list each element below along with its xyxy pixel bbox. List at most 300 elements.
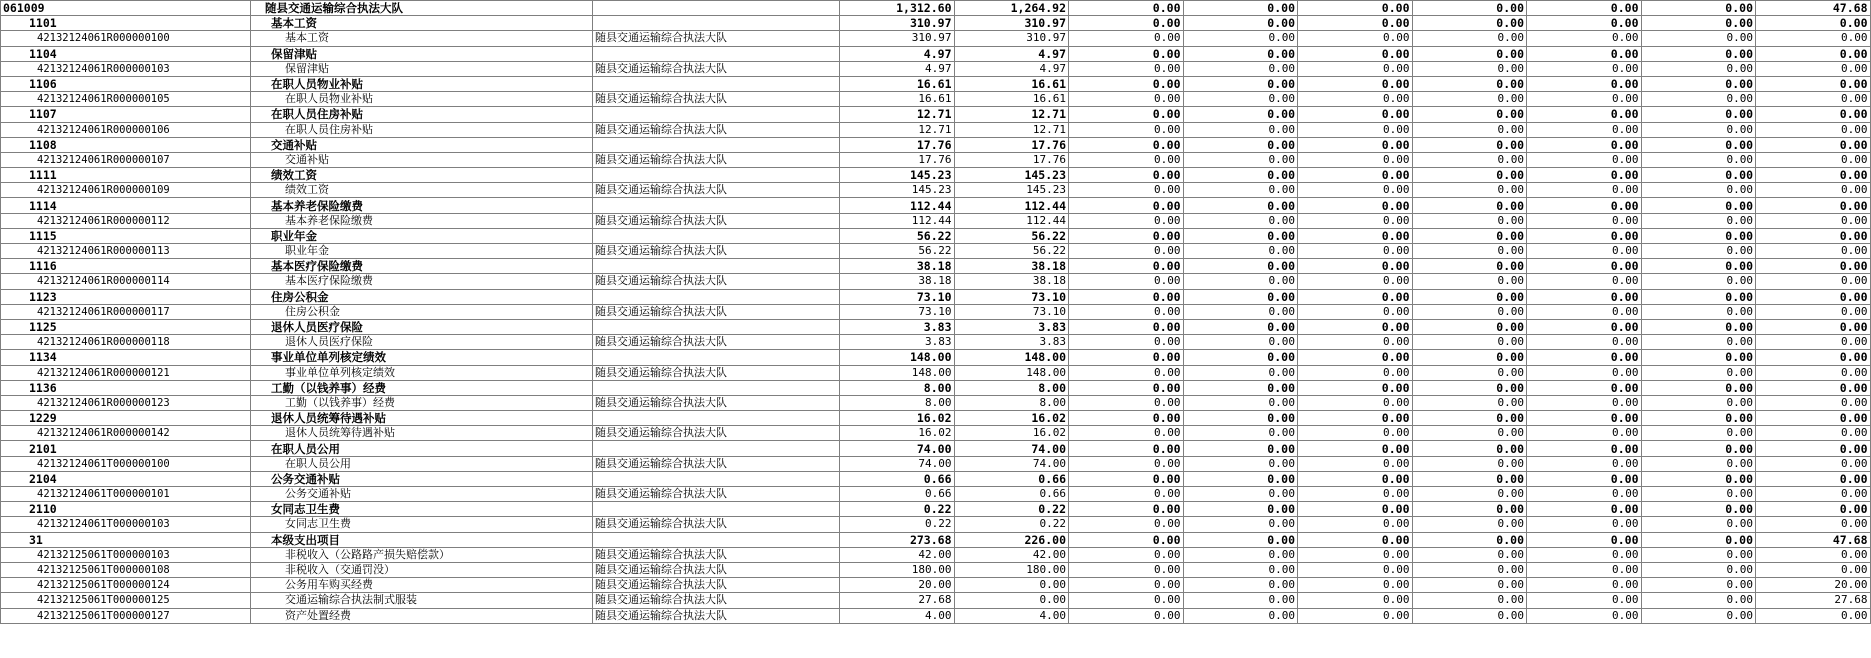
table-row-detail[interactable] xyxy=(1,61,1871,76)
row-amount-cell: 0.00 xyxy=(1412,122,1527,137)
row-amount-cell: 12.71 xyxy=(954,107,1069,122)
row-amount-cell: 4.00 xyxy=(840,608,955,623)
row-amount-cell: 145.23 xyxy=(954,183,1069,198)
row-unit-cell: 随县交通运输综合执法大队 xyxy=(593,61,840,76)
table-row-group[interactable] xyxy=(1,380,1871,395)
row-amount-cell: 0.00 xyxy=(1527,31,1642,46)
row-amount-cell: 0.00 xyxy=(1412,31,1527,46)
row-amount-cell: 0.00 xyxy=(1298,335,1413,350)
table-row-detail[interactable] xyxy=(1,608,1871,623)
row-amount-cell: 0.00 xyxy=(1412,365,1527,380)
row-amount-cell: 0.00 xyxy=(1527,456,1642,471)
row-amount-cell: 0.00 xyxy=(1641,244,1756,259)
row-amount-cell: 0.00 xyxy=(1183,365,1298,380)
row-amount-cell: 0.00 xyxy=(1527,46,1642,61)
row-amount-cell: 112.44 xyxy=(840,198,955,213)
row-amount-cell: 310.97 xyxy=(954,31,1069,46)
row-amount-cell: 0.00 xyxy=(1069,380,1184,395)
row-amount-cell: 0.00 xyxy=(1527,92,1642,107)
table-row-group[interactable] xyxy=(1,502,1871,517)
row-amount-cell: 0.00 xyxy=(1527,259,1642,274)
table-row-group[interactable] xyxy=(1,1,1871,16)
row-amount-cell: 38.18 xyxy=(954,274,1069,289)
row-amount-cell: 1,312.60 xyxy=(840,1,955,16)
table-row-group[interactable] xyxy=(1,228,1871,243)
row-amount-cell: 0.00 xyxy=(1183,137,1298,152)
row-amount-cell: 0.00 xyxy=(1412,289,1527,304)
row-code-cell: 42132125061T000000127 xyxy=(1,608,251,623)
table-row-detail[interactable] xyxy=(1,335,1871,350)
row-code-cell: 42132124061R000000117 xyxy=(1,304,251,319)
table-row-group[interactable] xyxy=(1,471,1871,486)
row-amount-cell: 112.44 xyxy=(954,198,1069,213)
row-amount-cell: 0.00 xyxy=(1527,213,1642,228)
row-amount-cell: 0.00 xyxy=(1183,426,1298,441)
row-amount-cell: 0.00 xyxy=(1412,61,1527,76)
row-unit-cell: 随县交通运输综合执法大队 xyxy=(593,122,840,137)
table-row-detail[interactable] xyxy=(1,395,1871,410)
row-amount-cell: 0.00 xyxy=(1183,61,1298,76)
row-amount-cell: 0.00 xyxy=(1069,31,1184,46)
row-amount-cell: 0.00 xyxy=(1298,61,1413,76)
row-amount-cell: 0.00 xyxy=(1527,411,1642,426)
row-amount-cell: 0.00 xyxy=(1641,456,1756,471)
row-amount-cell: 0.00 xyxy=(1183,244,1298,259)
row-amount-cell: 0.00 xyxy=(1527,244,1642,259)
row-amount-cell: 0.00 xyxy=(1412,456,1527,471)
row-unit-cell: 随县交通运输综合执法大队 xyxy=(593,244,840,259)
row-amount-cell: 0.00 xyxy=(1641,46,1756,61)
row-amount-cell: 0.00 xyxy=(1527,107,1642,122)
table-row-group[interactable] xyxy=(1,441,1871,456)
row-name-cell: 住房公积金 xyxy=(251,289,593,304)
row-amount-cell: 0.00 xyxy=(1183,608,1298,623)
row-amount-cell: 0.00 xyxy=(1069,274,1184,289)
row-name-cell: 基本医疗保险缴费 xyxy=(251,274,593,289)
row-unit-cell: 随县交通运输综合执法大队 xyxy=(593,365,840,380)
row-code-cell: 1115 xyxy=(1,228,251,243)
row-unit-cell: 随县交通运输综合执法大队 xyxy=(593,31,840,46)
row-amount-cell: 0.00 xyxy=(1527,471,1642,486)
table-row-group[interactable] xyxy=(1,137,1871,152)
row-unit-cell: 随县交通运输综合执法大队 xyxy=(593,274,840,289)
row-code-cell: 1104 xyxy=(1,46,251,61)
row-amount-cell: 16.61 xyxy=(954,76,1069,91)
row-amount-cell: 0.00 xyxy=(1527,1,1642,16)
row-unit-cell xyxy=(593,107,840,122)
row-amount-cell: 0.00 xyxy=(1069,46,1184,61)
table-row-group[interactable] xyxy=(1,46,1871,61)
row-amount-cell: 3.83 xyxy=(954,319,1069,334)
row-amount-cell: 16.61 xyxy=(840,76,955,91)
row-amount-cell: 0.00 xyxy=(1756,487,1871,502)
row-amount-cell: 3.83 xyxy=(840,335,955,350)
row-amount-cell: 0.00 xyxy=(1298,319,1413,334)
row-amount-cell: 0.00 xyxy=(1641,259,1756,274)
table-row-detail[interactable] xyxy=(1,562,1871,577)
table-row-group[interactable] xyxy=(1,532,1871,547)
row-amount-cell: 0.00 xyxy=(1183,274,1298,289)
table-row-group[interactable] xyxy=(1,289,1871,304)
row-amount-cell: 0.22 xyxy=(954,517,1069,532)
table-row-detail[interactable] xyxy=(1,92,1871,107)
row-amount-cell: 0.66 xyxy=(954,487,1069,502)
row-amount-cell: 0.00 xyxy=(1183,16,1298,31)
row-amount-cell: 0.00 xyxy=(1298,593,1413,608)
table-row-detail[interactable] xyxy=(1,274,1871,289)
row-code-cell: 42132124061R000000107 xyxy=(1,152,251,167)
row-amount-cell: 0.00 xyxy=(1298,107,1413,122)
row-amount-cell: 0.00 xyxy=(1641,107,1756,122)
row-amount-cell: 0.00 xyxy=(1183,441,1298,456)
row-amount-cell: 0.00 xyxy=(1641,31,1756,46)
row-amount-cell: 0.00 xyxy=(1298,183,1413,198)
row-amount-cell: 0.00 xyxy=(1069,411,1184,426)
row-amount-cell: 0.00 xyxy=(1183,107,1298,122)
row-unit-cell: 随县交通运输综合执法大队 xyxy=(593,517,840,532)
row-amount-cell: 0.00 xyxy=(1069,107,1184,122)
row-amount-cell: 0.00 xyxy=(1412,107,1527,122)
row-amount-cell: 0.00 xyxy=(1069,152,1184,167)
row-amount-cell: 0.00 xyxy=(1412,350,1527,365)
row-amount-cell: 0.00 xyxy=(1298,168,1413,183)
row-amount-cell: 0.00 xyxy=(1069,168,1184,183)
row-amount-cell: 0.00 xyxy=(1298,289,1413,304)
row-code-cell: 1108 xyxy=(1,137,251,152)
row-name-cell: 在职人员住房补贴 xyxy=(251,107,593,122)
row-code-cell: 1101 xyxy=(1,16,251,31)
table-row-detail[interactable] xyxy=(1,578,1871,593)
row-amount-cell: 0.00 xyxy=(1298,122,1413,137)
row-amount-cell: 0.00 xyxy=(1298,395,1413,410)
row-code-cell: 42132124061R000000121 xyxy=(1,365,251,380)
row-amount-cell: 0.00 xyxy=(1756,274,1871,289)
row-amount-cell: 0.00 xyxy=(1298,1,1413,16)
row-amount-cell: 0.00 xyxy=(1641,152,1756,167)
table-row-detail[interactable] xyxy=(1,487,1871,502)
row-amount-cell: 0.00 xyxy=(1298,76,1413,91)
row-amount-cell: 0.00 xyxy=(1069,608,1184,623)
row-amount-cell: 12.71 xyxy=(840,122,955,137)
row-amount-cell: 0.00 xyxy=(1412,517,1527,532)
row-amount-cell: 0.00 xyxy=(1412,304,1527,319)
table-row-group[interactable] xyxy=(1,198,1871,213)
table-row-detail[interactable] xyxy=(1,122,1871,137)
row-amount-cell: 0.00 xyxy=(1183,1,1298,16)
row-code-cell: 42132124061T000000101 xyxy=(1,487,251,502)
row-amount-cell: 310.97 xyxy=(840,31,955,46)
row-amount-cell: 0.00 xyxy=(1641,319,1756,334)
row-amount-cell: 0.00 xyxy=(1183,152,1298,167)
row-amount-cell: 0.00 xyxy=(1298,137,1413,152)
table-row-detail[interactable] xyxy=(1,183,1871,198)
row-amount-cell: 0.00 xyxy=(1641,183,1756,198)
table-row-group[interactable] xyxy=(1,76,1871,91)
table-row-detail[interactable] xyxy=(1,213,1871,228)
row-name-cell: 随县交通运输综合执法大队 xyxy=(251,1,593,16)
row-amount-cell: 0.00 xyxy=(1527,304,1642,319)
table-row-detail[interactable] xyxy=(1,426,1871,441)
row-amount-cell: 3.83 xyxy=(954,335,1069,350)
table-row-detail[interactable] xyxy=(1,244,1871,259)
row-amount-cell: 38.18 xyxy=(840,259,955,274)
row-unit-cell xyxy=(593,289,840,304)
row-amount-cell: 112.44 xyxy=(840,213,955,228)
row-amount-cell: 0.00 xyxy=(1069,517,1184,532)
row-amount-cell: 180.00 xyxy=(954,562,1069,577)
table-row-detail[interactable] xyxy=(1,304,1871,319)
table-row-detail[interactable] xyxy=(1,365,1871,380)
row-amount-cell: 273.68 xyxy=(840,532,955,547)
row-code-cell: 42132124061R000000105 xyxy=(1,92,251,107)
row-code-cell: 42132124061R000000118 xyxy=(1,335,251,350)
row-amount-cell: 0.00 xyxy=(1183,228,1298,243)
row-amount-cell: 0.00 xyxy=(1641,289,1756,304)
row-name-cell: 交通补贴 xyxy=(251,137,593,152)
row-amount-cell: 0.00 xyxy=(1412,46,1527,61)
row-code-cell: 42132124061R000000142 xyxy=(1,426,251,441)
row-amount-cell: 0.00 xyxy=(1069,471,1184,486)
row-amount-cell: 0.00 xyxy=(1298,441,1413,456)
row-unit-cell xyxy=(593,76,840,91)
row-unit-cell: 随县交通运输综合执法大队 xyxy=(593,395,840,410)
row-amount-cell: 0.00 xyxy=(1527,547,1642,562)
row-unit-cell: 随县交通运输综合执法大队 xyxy=(593,335,840,350)
row-amount-cell: 0.00 xyxy=(1183,471,1298,486)
row-amount-cell: 0.00 xyxy=(1069,593,1184,608)
table-row-detail[interactable] xyxy=(1,152,1871,167)
row-amount-cell: 0.00 xyxy=(1756,168,1871,183)
row-amount-cell: 0.00 xyxy=(1641,274,1756,289)
row-amount-cell: 0.00 xyxy=(1412,335,1527,350)
row-code-cell: 42132124061R000000113 xyxy=(1,244,251,259)
row-amount-cell: 0.00 xyxy=(1298,456,1413,471)
table-row-detail[interactable] xyxy=(1,517,1871,532)
row-amount-cell: 0.00 xyxy=(1641,213,1756,228)
row-amount-cell: 0.00 xyxy=(1756,517,1871,532)
row-amount-cell: 0.00 xyxy=(1412,259,1527,274)
row-amount-cell: 16.02 xyxy=(954,426,1069,441)
row-unit-cell: 随县交通运输综合执法大队 xyxy=(593,183,840,198)
row-amount-cell: 0.00 xyxy=(1756,608,1871,623)
row-code-cell: 1136 xyxy=(1,380,251,395)
row-amount-cell: 310.97 xyxy=(840,16,955,31)
row-amount-cell: 0.00 xyxy=(1527,198,1642,213)
row-amount-cell: 16.02 xyxy=(840,426,955,441)
row-amount-cell: 0.00 xyxy=(1527,122,1642,137)
row-amount-cell: 0.00 xyxy=(1412,502,1527,517)
table-row-group[interactable] xyxy=(1,411,1871,426)
row-code-cell: 42132125061T000000103 xyxy=(1,547,251,562)
row-unit-cell: 随县交通运输综合执法大队 xyxy=(593,578,840,593)
row-amount-cell: 226.00 xyxy=(954,532,1069,547)
row-amount-cell: 0.00 xyxy=(1069,244,1184,259)
row-amount-cell: 0.00 xyxy=(1412,608,1527,623)
row-amount-cell: 0.00 xyxy=(1069,61,1184,76)
row-amount-cell: 0.00 xyxy=(1527,137,1642,152)
row-code-cell: 42132125061T000000124 xyxy=(1,578,251,593)
table-row-detail[interactable] xyxy=(1,31,1871,46)
row-amount-cell: 0.00 xyxy=(1298,365,1413,380)
row-code-cell: 1114 xyxy=(1,198,251,213)
row-amount-cell: 8.00 xyxy=(840,395,955,410)
row-name-cell: 基本养老保险缴费 xyxy=(251,213,593,228)
row-amount-cell: 0.00 xyxy=(1527,593,1642,608)
row-amount-cell: 0.00 xyxy=(1069,1,1184,16)
table-row-group[interactable] xyxy=(1,319,1871,334)
row-amount-cell: 0.00 xyxy=(1756,46,1871,61)
row-amount-cell: 0.00 xyxy=(1069,562,1184,577)
row-amount-cell: 12.71 xyxy=(840,107,955,122)
row-amount-cell: 0.00 xyxy=(1641,1,1756,16)
row-amount-cell: 3.83 xyxy=(840,319,955,334)
row-amount-cell: 0.00 xyxy=(1069,16,1184,31)
table-row-group[interactable] xyxy=(1,107,1871,122)
row-amount-cell: 73.10 xyxy=(954,304,1069,319)
row-code-cell: 42132124061R000000109 xyxy=(1,183,251,198)
row-unit-cell xyxy=(593,411,840,426)
row-amount-cell: 148.00 xyxy=(840,350,955,365)
row-unit-cell xyxy=(593,350,840,365)
table-row-detail[interactable] xyxy=(1,593,1871,608)
row-name-cell: 公务交通补贴 xyxy=(251,471,593,486)
row-amount-cell: 0.00 xyxy=(1412,319,1527,334)
row-amount-cell: 0.00 xyxy=(954,593,1069,608)
row-amount-cell: 16.61 xyxy=(840,92,955,107)
row-unit-cell xyxy=(593,380,840,395)
row-amount-cell: 0.00 xyxy=(1756,380,1871,395)
row-name-cell: 保留津贴 xyxy=(251,46,593,61)
row-amount-cell: 0.00 xyxy=(1298,259,1413,274)
row-amount-cell: 0.00 xyxy=(1527,183,1642,198)
row-amount-cell: 0.00 xyxy=(1069,213,1184,228)
row-amount-cell: 0.00 xyxy=(1527,426,1642,441)
row-amount-cell: 73.10 xyxy=(840,289,955,304)
row-amount-cell: 0.00 xyxy=(1527,152,1642,167)
row-amount-cell: 0.00 xyxy=(1756,319,1871,334)
row-name-cell: 退休人员统筹待遇补贴 xyxy=(251,426,593,441)
row-amount-cell: 0.66 xyxy=(840,487,955,502)
row-unit-cell xyxy=(593,198,840,213)
row-amount-cell: 0.00 xyxy=(1412,441,1527,456)
row-amount-cell: 0.00 xyxy=(1183,532,1298,547)
row-amount-cell: 0.00 xyxy=(1412,593,1527,608)
row-amount-cell: 0.00 xyxy=(1298,198,1413,213)
row-amount-cell: 0.00 xyxy=(1412,76,1527,91)
row-amount-cell: 74.00 xyxy=(954,441,1069,456)
row-amount-cell: 42.00 xyxy=(954,547,1069,562)
row-amount-cell: 0.00 xyxy=(1412,487,1527,502)
row-amount-cell: 0.00 xyxy=(1412,274,1527,289)
row-amount-cell: 0.00 xyxy=(1756,228,1871,243)
row-amount-cell: 0.00 xyxy=(1298,578,1413,593)
row-amount-cell: 310.97 xyxy=(954,16,1069,31)
row-amount-cell: 0.00 xyxy=(1641,578,1756,593)
budget-table-body xyxy=(1,1,1871,624)
row-amount-cell: 0.00 xyxy=(1298,92,1413,107)
row-amount-cell: 0.00 xyxy=(1756,471,1871,486)
row-amount-cell: 0.00 xyxy=(1069,289,1184,304)
row-name-cell: 在职人员公用 xyxy=(251,441,593,456)
row-code-cell: 2110 xyxy=(1,502,251,517)
row-unit-cell xyxy=(593,441,840,456)
row-amount-cell: 0.00 xyxy=(1298,16,1413,31)
row-amount-cell: 0.00 xyxy=(1298,502,1413,517)
row-amount-cell: 0.00 xyxy=(1183,46,1298,61)
row-amount-cell: 0.66 xyxy=(954,471,1069,486)
row-amount-cell: 0.00 xyxy=(1756,244,1871,259)
row-name-cell: 基本工资 xyxy=(251,16,593,31)
row-amount-cell: 0.00 xyxy=(1183,76,1298,91)
row-amount-cell: 0.00 xyxy=(1527,319,1642,334)
row-code-cell: 2104 xyxy=(1,471,251,486)
row-code-cell: 42132124061T000000100 xyxy=(1,456,251,471)
row-name-cell: 交通补贴 xyxy=(251,152,593,167)
table-row-detail[interactable] xyxy=(1,547,1871,562)
row-amount-cell: 4.00 xyxy=(954,608,1069,623)
row-unit-cell xyxy=(593,228,840,243)
row-code-cell: 061009 xyxy=(1,1,251,16)
table-row-detail[interactable] xyxy=(1,456,1871,471)
row-amount-cell: 0.00 xyxy=(1183,411,1298,426)
row-amount-cell: 17.76 xyxy=(954,137,1069,152)
row-amount-cell: 0.00 xyxy=(1527,532,1642,547)
row-amount-cell: 0.00 xyxy=(1756,92,1871,107)
row-unit-cell xyxy=(593,471,840,486)
row-amount-cell: 0.00 xyxy=(1069,365,1184,380)
row-amount-cell: 0.00 xyxy=(1069,395,1184,410)
row-amount-cell: 74.00 xyxy=(840,456,955,471)
row-amount-cell: 0.00 xyxy=(1527,76,1642,91)
row-amount-cell: 0.00 xyxy=(1756,137,1871,152)
row-amount-cell: 0.00 xyxy=(1069,441,1184,456)
row-name-cell: 基本医疗保险缴费 xyxy=(251,259,593,274)
row-code-cell: 42132124061R000000100 xyxy=(1,31,251,46)
row-amount-cell: 47.68 xyxy=(1756,532,1871,547)
row-amount-cell: 0.00 xyxy=(1298,487,1413,502)
row-name-cell: 女同志卫生费 xyxy=(251,517,593,532)
row-code-cell: 31 xyxy=(1,532,251,547)
row-unit-cell: 随县交通运输综合执法大队 xyxy=(593,608,840,623)
row-amount-cell: 0.00 xyxy=(1412,137,1527,152)
row-unit-cell xyxy=(593,259,840,274)
row-amount-cell: 0.00 xyxy=(1756,16,1871,31)
row-name-cell: 事业单位单列核定绩效 xyxy=(251,365,593,380)
row-amount-cell: 0.00 xyxy=(1183,502,1298,517)
row-amount-cell: 0.00 xyxy=(1183,213,1298,228)
row-unit-cell: 随县交通运输综合执法大队 xyxy=(593,426,840,441)
row-amount-cell: 27.68 xyxy=(840,593,955,608)
row-amount-cell: 0.00 xyxy=(1183,350,1298,365)
table-row-group[interactable] xyxy=(1,259,1871,274)
row-amount-cell: 0.00 xyxy=(1756,213,1871,228)
row-amount-cell: 0.00 xyxy=(1527,228,1642,243)
table-row-group[interactable] xyxy=(1,350,1871,365)
row-amount-cell: 16.02 xyxy=(954,411,1069,426)
row-amount-cell: 0.00 xyxy=(1756,411,1871,426)
row-amount-cell: 0.00 xyxy=(1183,380,1298,395)
row-amount-cell: 0.00 xyxy=(1756,31,1871,46)
row-amount-cell: 0.00 xyxy=(1298,532,1413,547)
row-name-cell: 工勤（以钱养事）经费 xyxy=(251,395,593,410)
row-amount-cell: 0.00 xyxy=(1183,122,1298,137)
row-amount-cell: 0.00 xyxy=(1412,1,1527,16)
table-row-group[interactable] xyxy=(1,16,1871,31)
table-row-group[interactable] xyxy=(1,168,1871,183)
row-amount-cell: 0.00 xyxy=(1069,502,1184,517)
row-amount-cell: 0.00 xyxy=(1069,578,1184,593)
row-amount-cell: 0.00 xyxy=(1412,411,1527,426)
